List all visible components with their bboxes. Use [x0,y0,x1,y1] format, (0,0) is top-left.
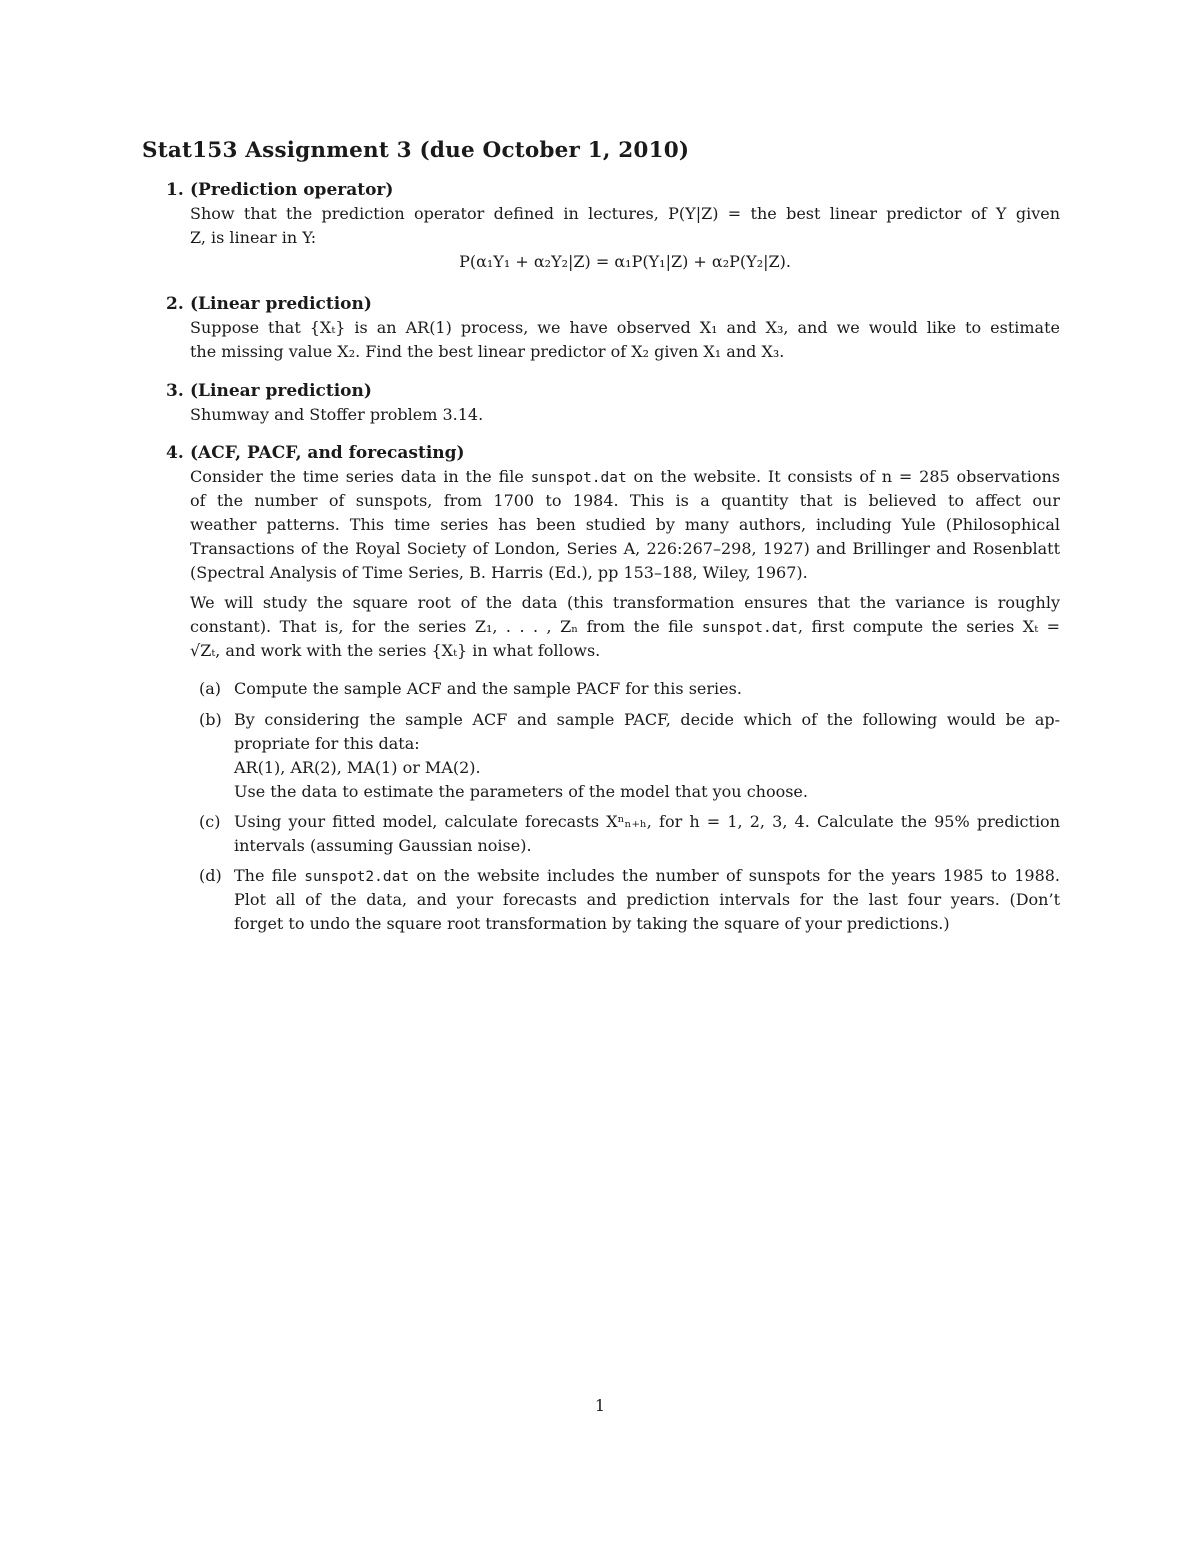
problem-3-title: (Linear prediction) [190,381,372,401]
problem-1-line-2: Z, is linear in Y: [190,228,317,247]
filename-sunspot: sunspot.dat [530,470,627,486]
problem-4-para2-line-3: √Zₜ, and work with the series {Xₜ} in what follows. [190,641,601,660]
filename-sunspot2: sunspot2.dat [304,869,410,885]
problem-3-number: 3. [166,381,184,401]
part-d-line-2: Plot all of the data, and your forecasts and prediction intervals for the last four years. (Don’t [234,890,1060,909]
part-b-line-2: propriate for this data: [234,734,420,753]
part-c-label: (c) [199,812,221,831]
problem-1-number: 1. [166,180,184,200]
problem-4-title: (ACF, PACF, and forecasting) [190,443,465,463]
part-c-line-2: intervals (assuming Gaussian noise). [234,836,532,855]
problem-4-para2-line-1: We will study the square root of the data (this transformation ensures that the variance is roughly [190,593,1060,612]
part-b-line-3: AR(1), AR(2), MA(1) or MA(2). [234,758,481,777]
part-d-line-1: The file sunspot2.dat on the website includes the number of sunspots for the years 1985 to 1988. [234,866,1061,885]
part-a-line-1: Compute the sample ACF and the sample PACF for this series. [234,679,742,698]
part-c-line-1: Using your fitted model, calculate forecasts Xⁿₙ₊ₕ, for h = 1, 2, 3, 4. Calculate the 95% prediction [234,812,1060,831]
part-b-line-4: Use the data to estimate the parameters of the model that you choose. [234,782,808,801]
part-a-label: (a) [199,679,222,698]
problem-4-number: 4. [166,443,184,463]
assignment-title: Stat153 Assignment 3 (due October 1, 2010) [142,138,690,163]
problem-2-line-1: Suppose that {Xₜ} is an AR(1) process, we have observed X₁ and X₃, and we would like to estimate [190,318,1060,337]
part-b-label: (b) [199,710,222,729]
problem-2-title: (Linear prediction) [190,294,372,314]
problem-1-title: (Prediction operator) [190,180,394,200]
problem-4-para1-line-5: (Spectral Analysis of Time Series, B. Harris (Ed.), pp 153–188, Wiley, 1967). [190,563,808,582]
problem-4-para1-line-4: Transactions of the Royal Society of London, Series A, 226:267–298, 1927) and Brillinger and Rosenblatt [190,539,1060,558]
problem-1-line-1: Show that the prediction operator defined in lectures, P(Y|Z) = the best linear predictor of Y given [190,204,1060,223]
problem-4-para1-line-3: weather patterns. This time series has been studied by many authors, including Yule (Philosophical [190,515,1060,534]
page-number: 1 [594,1396,606,1415]
problem-2-line-2: the missing value X₂. Find the best linear predictor of X₂ given X₁ and X₃. [190,342,785,361]
problem-2-number: 2. [166,294,184,314]
problem-4-para1-line-2: of the number of sunspots, from 1700 to 1984. This is a quantity that is believed to affect our [190,491,1060,510]
part-d-line-3: forget to undo the square root transformation by taking the square of your predictions.) [234,914,950,933]
part-d-label: (d) [199,866,222,885]
problem-4-para1-line-1: Consider the time series data in the file sunspot.dat on the website. It consists of n = 285 observations [190,467,1061,486]
filename-sunspot: sunspot.dat [701,620,798,636]
problem-1-equation: P(α₁Y₁ + α₂Y₂|Z) = α₁P(Y₁|Z) + α₂P(Y₂|Z). [459,252,791,271]
problem-3-line-1: Shumway and Stoffer problem 3.14. [190,405,484,424]
problem-4-para2-line-2: constant). That is, for the series Z₁, . . . , Zₙ from the file sunspot.dat, first compute the series Xₜ = [190,617,1061,636]
part-b-line-1: By considering the sample ACF and sample PACF, decide which of the following would be ap- [234,710,1060,729]
